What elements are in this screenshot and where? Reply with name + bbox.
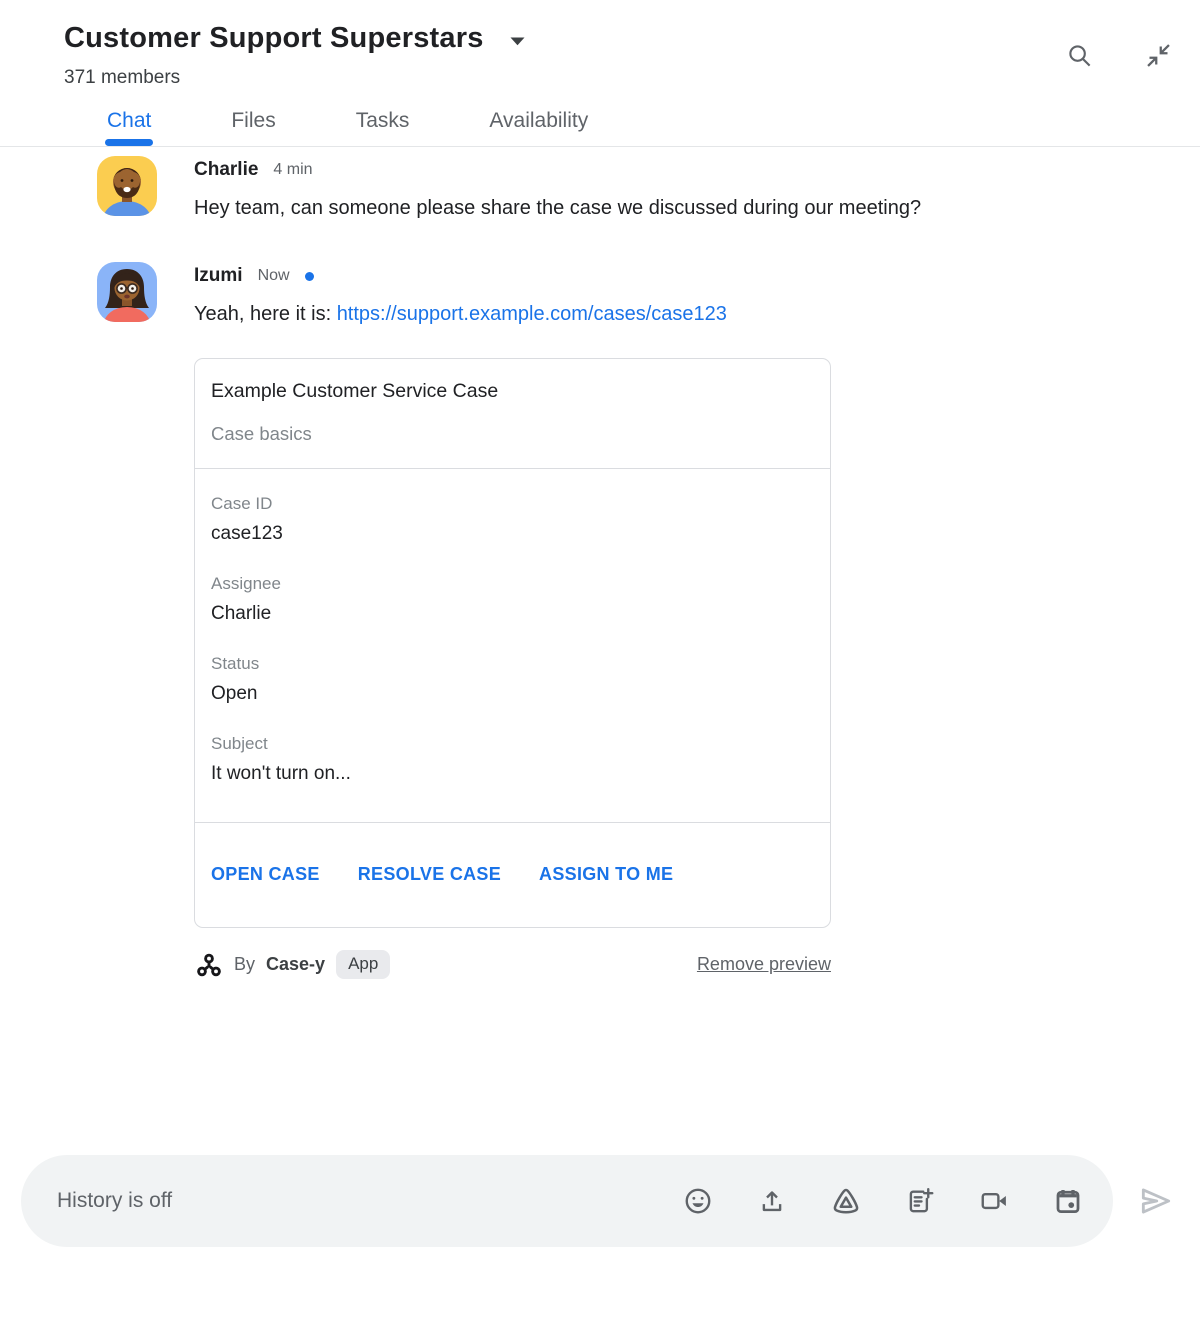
case-link[interactable]: https://support.example.com/cases/case123 xyxy=(336,303,727,325)
message-charlie xyxy=(97,156,1200,228)
resolve-case-button[interactable]: RESOLVE CASE xyxy=(357,864,502,884)
space-header xyxy=(0,0,1200,147)
card-footer xyxy=(194,950,831,979)
tab-files[interactable] xyxy=(231,109,275,146)
message-input[interactable] xyxy=(57,1189,683,1213)
space-title: Customer Support Superstars xyxy=(64,22,484,54)
member-count: 371 members xyxy=(64,67,181,88)
avatar-charlie xyxy=(97,156,157,216)
add-task-icon[interactable] xyxy=(905,1186,935,1216)
tab-tasks-label: Tasks xyxy=(355,109,410,132)
field-assignee xyxy=(211,574,814,625)
card-subtitle: Case basics xyxy=(211,423,312,444)
webhook-icon xyxy=(195,951,223,979)
field-subject xyxy=(211,734,814,785)
search-icon[interactable] xyxy=(1066,42,1093,69)
emoji-icon[interactable] xyxy=(683,1186,713,1216)
field-value: case123 xyxy=(211,523,283,544)
compose-pill xyxy=(21,1155,1113,1247)
sender-name: Izumi xyxy=(194,265,243,286)
tab-chat[interactable] xyxy=(107,109,151,146)
calendar-icon[interactable] xyxy=(1053,1186,1083,1216)
app-attribution xyxy=(194,950,390,979)
tab-availability-label: Availability xyxy=(489,109,589,132)
tab-chat-label: Chat xyxy=(107,109,152,132)
avatar-izumi xyxy=(97,262,157,322)
field-label: Case ID xyxy=(211,494,273,513)
message-timestamp: 4 min xyxy=(273,161,313,178)
card-title: Example Customer Service Case xyxy=(211,380,499,402)
message-izumi xyxy=(97,262,1200,979)
field-label: Subject xyxy=(211,734,268,753)
assign-to-me-button[interactable]: ASSIGN TO ME xyxy=(539,864,674,884)
remove-preview-link[interactable]: Remove preview xyxy=(696,954,831,974)
tab-availability[interactable] xyxy=(489,109,588,146)
message-text: Hey team, can someone please share the case we discussed during our meeting? xyxy=(194,197,922,219)
compose-bar xyxy=(21,1155,1175,1247)
video-call-icon[interactable] xyxy=(979,1186,1009,1216)
field-case-id xyxy=(211,494,814,545)
tab-files-label: Files xyxy=(231,109,276,132)
message-text-prefix: Yeah, here it is: xyxy=(194,303,337,325)
attribution-prefix: By xyxy=(234,954,256,974)
case-preview-card xyxy=(194,358,831,928)
message-list xyxy=(0,147,1200,979)
drive-icon[interactable] xyxy=(831,1186,861,1216)
sender-name: Charlie xyxy=(194,159,259,180)
app-badge: App xyxy=(336,950,390,979)
message-text xyxy=(194,294,831,334)
field-value: Charlie xyxy=(211,603,272,624)
field-value: Open xyxy=(211,683,258,704)
field-value: It won't turn on... xyxy=(211,763,351,784)
message-timestamp: Now xyxy=(257,267,290,284)
collapse-icon[interactable] xyxy=(1145,42,1172,69)
app-name: Case-y xyxy=(266,954,326,974)
field-label: Assignee xyxy=(211,574,281,593)
tab-bar xyxy=(107,109,1200,146)
unread-dot xyxy=(305,272,314,281)
field-label: Status xyxy=(211,654,260,673)
send-icon[interactable] xyxy=(1137,1182,1175,1220)
chevron-down-icon[interactable] xyxy=(510,37,525,46)
open-case-button[interactable]: OPEN CASE xyxy=(211,864,320,884)
upload-icon[interactable] xyxy=(757,1186,787,1216)
field-status xyxy=(211,654,814,705)
tab-tasks[interactable] xyxy=(356,109,410,146)
